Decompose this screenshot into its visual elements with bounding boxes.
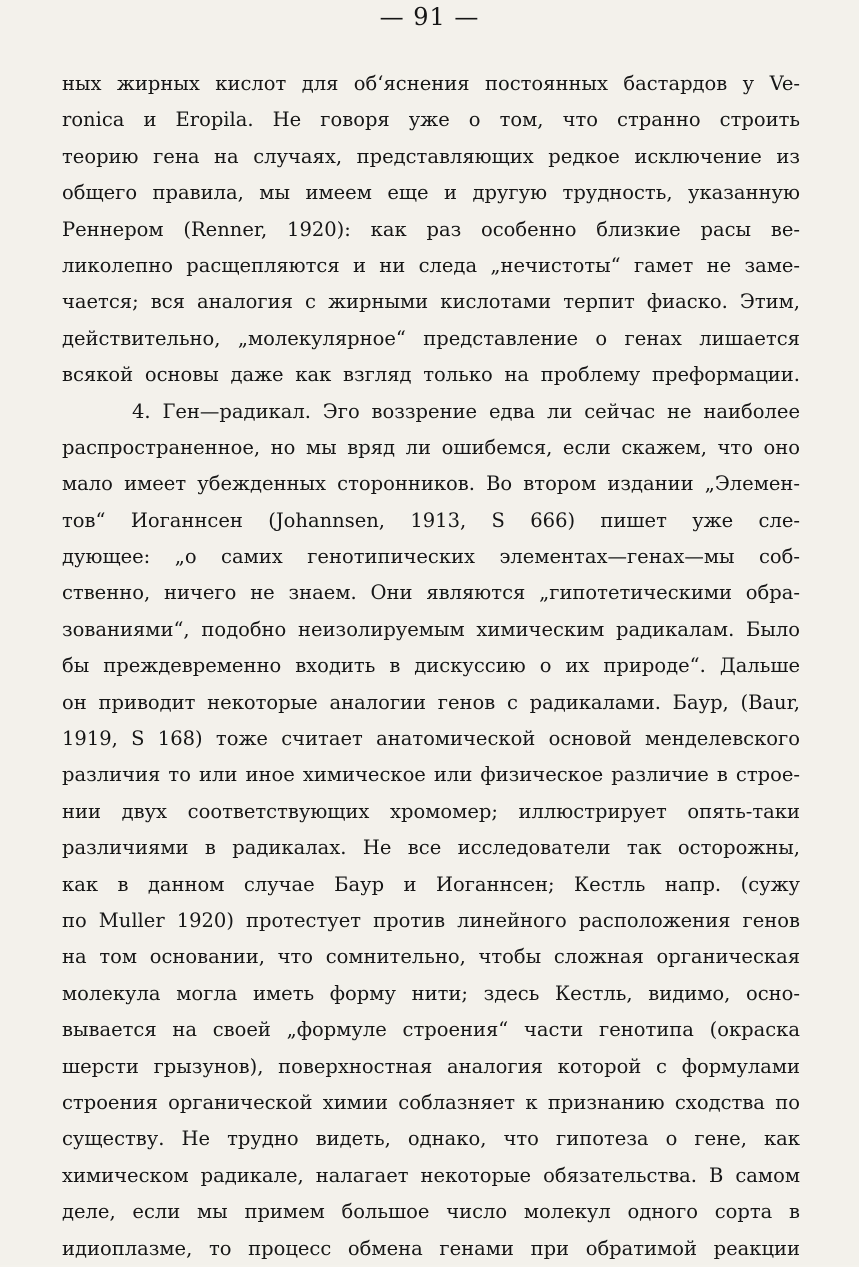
text-line: на том основании, что сомнительно, чтобы сложная органическая <box>62 945 800 969</box>
text-line: Реннером (Renner, 1920): как раз особенно близкие расы ве- <box>62 217 800 241</box>
text-line: химическом радикале, налагает некоторые обязательства. В самом <box>62 1163 800 1187</box>
text-line: существу. Не трудно видеть, однако, что гипотеза о гене, как <box>62 1127 800 1151</box>
text-line: шерсти грызунов), поверхностная аналогия которой с формулами <box>62 1054 800 1078</box>
text-line: 1919, S 168) тоже считает анатомической основой менделевского <box>62 727 800 751</box>
text-line: различиями в радикалах. Не все исследователи так осторожны, <box>62 836 800 860</box>
text-line: ronica и Eropila. Не говоря уже о том, что странно строить <box>62 108 800 132</box>
text-line: нии двух соответствующих хромомер; иллюстрирует опять-таки <box>62 799 800 823</box>
text-line: строения органической химии соблазняет к признанию сходства по <box>62 1090 800 1114</box>
text-line: общего правила, мы имеем еще и другую трудность, указанную <box>62 181 800 205</box>
text-line: бы преждевременно входить в дискуссию о их природе“. Дальше <box>62 654 800 678</box>
text-line: ственно, ничего не знаем. Они являются „гипотетическими обра- <box>62 581 800 605</box>
text-line: всякой основы даже как взгляд только на проблему преформации. <box>62 363 800 387</box>
page-number: — 91 — <box>379 3 480 31</box>
text-line: как в данном случае Баур и Иоганнсен; Кестль напр. (сужу <box>62 872 800 896</box>
text-line: распространенное, но мы вряд ли ошибемся, если скажем, что оно <box>62 435 800 459</box>
text-line: дующее: „о самих генотипических элементах—генах—мы соб- <box>62 545 800 569</box>
text-line: идиоплазме, то процесс обмена генами при обратимой реакции <box>62 1236 800 1260</box>
body-text <box>62 66 800 1267</box>
text-line: молекула могла иметь форму нити; здесь Кестль, видимо, осно- <box>62 981 800 1005</box>
text-line: теорию гена на случаях, представляющих редкое исключение из <box>62 144 800 168</box>
text-line: деле, если мы примем большое число молекул одного сорта в <box>62 1200 800 1224</box>
text-line: вывается на своей „формуле строения“ части генотипа (окраска <box>62 1018 800 1042</box>
text-line: различия то или иное химическое или физическое различие в строе- <box>62 763 800 787</box>
text-line: зованиями“, подобно неизолируемым химическим радикалам. Было <box>62 617 800 641</box>
text-line: действительно, „молекулярное“ представление о генах лишается <box>62 326 800 350</box>
text-line: ных жирных кислот для об‘яснения постоянных бастардов у Ve- <box>62 72 800 95</box>
text-line: чается; вся аналогия с жирными кислотами терпит фиаско. Этим, <box>62 290 800 314</box>
text-line: по Muller 1920) протестует против линейного расположения генов <box>62 908 800 932</box>
text-line: мало имеет убежденных сторонников. Во втором издании „Элемен- <box>62 472 800 496</box>
text-line: ликолепно расщепляются и ни следа „нечистоты“ гамет не заме- <box>62 253 800 277</box>
section-heading-line: 4. Ген—радикал. Эго воззрение едва ли сейчас не наиболее <box>132 399 800 423</box>
text-line: он приводит некоторые аналогии генов с радикалами. Баур, (Baur, <box>62 690 800 714</box>
text-line: тов“ Иоганнсен (Johannsen, 1913, S 666) пишет уже сле- <box>62 508 800 532</box>
